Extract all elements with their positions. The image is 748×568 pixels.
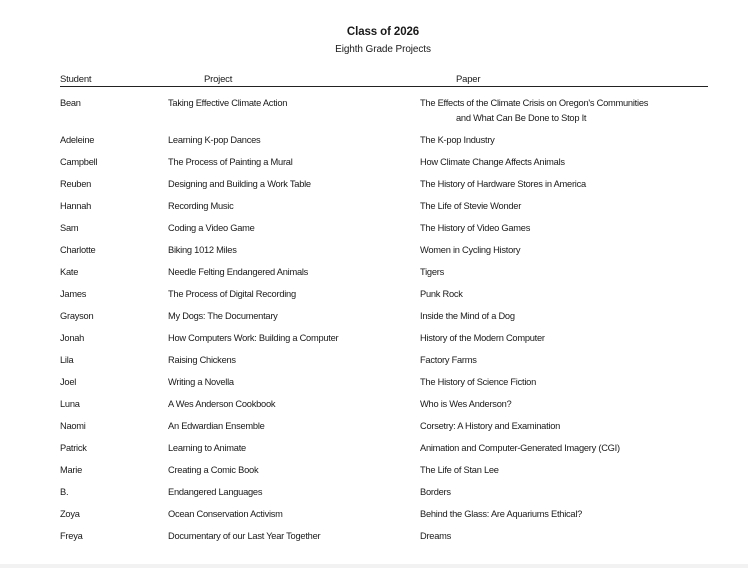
paper-title [420, 96, 648, 126]
paper-title [420, 485, 451, 500]
paper-title [420, 133, 495, 148]
paper-title [420, 287, 463, 302]
table-row [0, 331, 748, 353]
project-title: Learning K-pop Dances [168, 135, 261, 145]
student-name: Adeleine [60, 135, 95, 145]
paper-title-line: History of the Modern Computer [420, 333, 545, 343]
project-title: Needle Felting Endangered Animals [168, 267, 309, 277]
student-name: Charlotte [60, 245, 96, 255]
table-row [0, 375, 748, 397]
project-title: Recording Music [168, 201, 234, 211]
column-header-student: Student [60, 74, 92, 85]
student-name: Campbell [60, 157, 98, 167]
student-name: B. [60, 487, 69, 497]
project-title: My Dogs: The Documentary [168, 311, 278, 321]
project-title: How Computers Work: Building a Computer [168, 333, 339, 343]
column-header-paper: Paper [456, 74, 481, 85]
paper-title [420, 309, 515, 324]
project-title: Endangered Languages [168, 487, 263, 497]
paper-title-line: The Effects of the Climate Crisis on Oregon's Communities [420, 98, 649, 108]
paper-title-line: Animation and Computer-Generated Imagery (CGI) [420, 443, 620, 453]
paper-title [420, 353, 477, 368]
page-bottom-edge [0, 564, 748, 568]
paper-title [420, 441, 620, 456]
student-name: Jonah [60, 333, 85, 343]
paper-title-line: Dreams [420, 531, 452, 541]
table-row [0, 96, 748, 133]
table-row [0, 243, 748, 265]
table-row [0, 287, 748, 309]
table-row [0, 221, 748, 243]
paper-title-line: Who is Wes Anderson? [420, 399, 512, 409]
paper-title [420, 507, 582, 522]
paper-title [420, 331, 545, 346]
paper-title-line: The History of Hardware Stores in America [420, 179, 586, 189]
project-title: Documentary of our Last Year Together [168, 531, 321, 541]
paper-title-line: The History of Video Games [420, 223, 531, 233]
student-name: Grayson [60, 311, 94, 321]
paper-title [420, 375, 536, 390]
student-name: Lila [60, 355, 74, 365]
table-row [0, 419, 748, 441]
project-title: The Process of Painting a Mural [168, 157, 293, 167]
paper-title-line: Factory Farms [420, 355, 477, 365]
student-name: Reuben [60, 179, 92, 189]
table-row [0, 529, 748, 551]
project-title: Coding a Video Game [168, 223, 255, 233]
student-name: Hannah [60, 201, 92, 211]
paper-title-line: Corsetry: A History and Examination [420, 421, 561, 431]
table-row [0, 199, 748, 221]
paper-title-line: The History of Science Fiction [420, 377, 536, 387]
student-name: Luna [60, 399, 80, 409]
project-title: Biking 1012 Miles [168, 245, 237, 255]
paper-title [420, 177, 586, 192]
project-title: A Wes Anderson Cookbook [168, 399, 276, 409]
paper-title [420, 199, 521, 214]
table-row [0, 463, 748, 485]
page-title: Class of 2026 [346, 26, 420, 38]
paper-title-line: Punk Rock [420, 289, 463, 299]
paper-title-line: The Life of Stan Lee [420, 465, 499, 475]
student-name: Kate [60, 267, 79, 277]
paper-title-line: The Life of Stevie Wonder [420, 201, 522, 211]
project-title: Creating a Comic Book [168, 465, 259, 475]
paper-title [420, 529, 451, 544]
table-row [0, 309, 748, 331]
paper-title-line: Tigers [420, 267, 444, 277]
page-subtitle: Eighth Grade Projects [335, 44, 431, 55]
student-name: Naomi [60, 421, 86, 431]
student-name: Bean [60, 98, 81, 108]
paper-title-line: Behind the Glass: Are Aquariums Ethical? [420, 509, 583, 519]
paper-title-line: Women in Cycling History [420, 245, 521, 255]
table-row [0, 353, 748, 375]
paper-title-line: Inside the Mind of a Dog [420, 311, 515, 321]
paper-title-line-2: and What Can Be Done to Stop It [456, 113, 587, 123]
student-name: Patrick [60, 443, 87, 453]
paper-title-line: Borders [420, 487, 451, 497]
table-row [0, 155, 748, 177]
paper-title-line: How Climate Change Affects Animals [420, 157, 565, 167]
paper-title [420, 155, 565, 170]
project-title: Learning to Animate [168, 443, 246, 453]
paper-title [420, 265, 444, 280]
student-name: Marie [60, 465, 82, 475]
paper-title [420, 397, 511, 412]
project-title: Ocean Conservation Activism [168, 509, 283, 519]
projects-table [0, 96, 748, 551]
student-name: Zoya [60, 509, 80, 519]
paper-title [420, 419, 560, 434]
project-title: Writing a Novella [168, 377, 234, 387]
header-divider [60, 86, 708, 87]
column-header-project: Project [204, 74, 233, 85]
table-row [0, 485, 748, 507]
paper-title [420, 243, 520, 258]
table-row [0, 177, 748, 199]
student-name: James [60, 289, 87, 299]
table-row [0, 265, 748, 287]
paper-title-line: The K-pop Industry [420, 135, 495, 145]
project-title: The Process of Digital Recording [168, 289, 296, 299]
table-row [0, 507, 748, 529]
table-row [0, 397, 748, 419]
student-name: Sam [60, 223, 79, 233]
project-title: An Edwardian Ensemble [168, 421, 265, 431]
project-title: Raising Chickens [168, 355, 236, 365]
student-name: Freya [60, 531, 83, 541]
table-row [0, 441, 748, 463]
paper-title [420, 221, 530, 236]
student-name: Joel [60, 377, 77, 387]
table-row [0, 133, 748, 155]
project-title: Taking Effective Climate Action [168, 98, 288, 108]
paper-title [420, 463, 499, 478]
project-title: Designing and Building a Work Table [168, 179, 311, 189]
